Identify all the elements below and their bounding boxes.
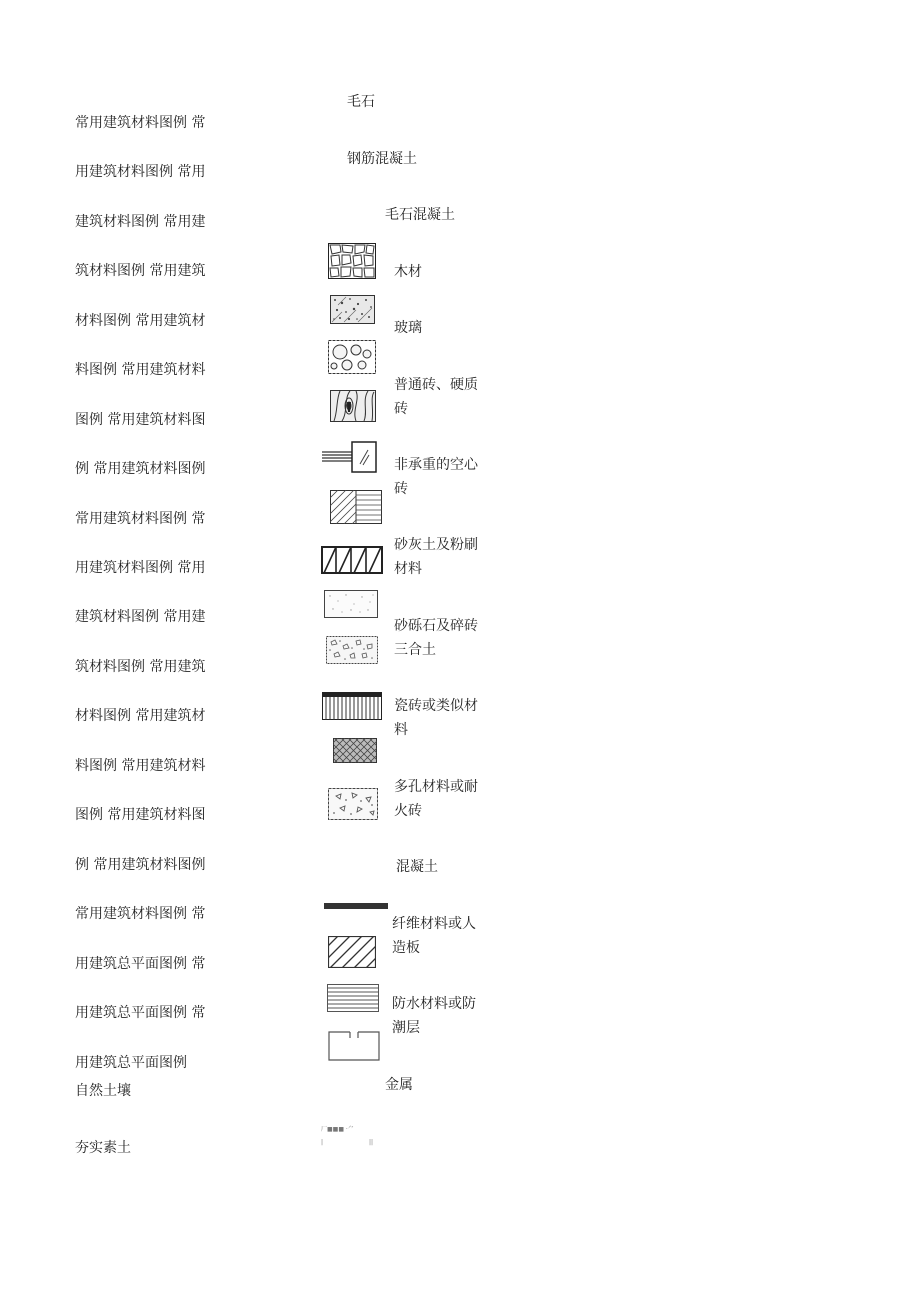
left-line-10: 用建筑材料图例 常用 xyxy=(75,560,206,576)
diagonal-hatch-pattern-icon xyxy=(328,936,376,968)
tile-label: 瓷砖或类似材料 xyxy=(394,698,478,738)
left-line-12: 筑材料图例 常用建筑 xyxy=(75,659,206,675)
waterproof-layer-bar-icon xyxy=(324,902,388,910)
tile-vertical-lines-pattern-icon xyxy=(322,692,382,720)
left-line-8: 例 常用建筑材料图例 xyxy=(75,461,206,477)
left-line-1: 常用建筑材料图例 常 xyxy=(75,115,206,131)
crosshatch-pattern-icon xyxy=(333,738,377,763)
left-line-4: 筑材料图例 常用建筑 xyxy=(75,263,206,279)
concrete-label: 混凝土 xyxy=(396,859,438,875)
concrete-aggregate-pattern-icon xyxy=(328,788,378,820)
fiber-label: 纤维材料或人造板 xyxy=(392,916,476,956)
left-line-18: 用建筑总平面图例 常 xyxy=(75,956,206,972)
left-line-15: 图例 常用建筑材料图 xyxy=(75,807,206,823)
glass-pane-symbol-icon xyxy=(322,440,378,474)
rammed-soil-label: 夯实素土 xyxy=(75,1140,131,1156)
gravel-label: 砂砾石及碎砖三合土 xyxy=(394,618,478,658)
left-line-13: 材料图例 常用建筑材 xyxy=(75,708,206,724)
fragment-line-1: 厂■■■ ·⺈ xyxy=(321,1126,354,1133)
reinforced-concrete-label: 钢筋混凝土 xyxy=(347,151,417,167)
porous-label: 多孔材料或耐火砖 xyxy=(394,779,478,819)
horizontal-lines-pattern-icon xyxy=(327,984,379,1012)
left-line-6: 料图例 常用建筑材料 xyxy=(75,362,206,378)
rubble-concrete-pattern-icon xyxy=(328,340,376,374)
natural-soil-label: 自然土壤 xyxy=(75,1083,131,1099)
rubble-pattern-icon xyxy=(328,243,376,279)
open-frame-symbol-icon xyxy=(328,1030,380,1062)
wood-label: 木材 xyxy=(394,264,422,280)
glass-label: 玻璃 xyxy=(394,320,422,336)
fragment-line-2-right: || xyxy=(369,1139,374,1146)
left-line-2: 用建筑材料图例 常用 xyxy=(75,164,206,180)
left-line-3: 建筑材料图例 常用建 xyxy=(75,214,206,230)
left-line-16: 例 常用建筑材料图例 xyxy=(75,857,206,873)
left-line-17: 常用建筑材料图例 常 xyxy=(75,906,206,922)
common-brick-label: 普通砖、硬质砖 xyxy=(394,377,478,417)
left-line-11: 建筑材料图例 常用建 xyxy=(75,609,206,625)
left-line-14: 料图例 常用建筑材料 xyxy=(75,758,206,774)
fragment-line-2-left: | xyxy=(321,1139,324,1146)
left-line-20: 用建筑总平面图例 xyxy=(75,1055,187,1071)
brick-hatch-pattern-icon xyxy=(330,490,382,524)
waterproof-label: 防水材料或防潮层 xyxy=(392,996,476,1036)
left-line-19: 用建筑总平面图例 常 xyxy=(75,1005,206,1021)
left-line-7: 图例 常用建筑材料图 xyxy=(75,412,206,428)
metal-label: 金属 xyxy=(385,1077,413,1093)
wood-grain-pattern-icon xyxy=(330,390,376,422)
left-line-5: 材料图例 常用建筑材 xyxy=(75,313,206,329)
mortar-label: 砂灰土及粉刷材料 xyxy=(394,537,478,577)
left-line-9: 常用建筑材料图例 常 xyxy=(75,511,206,527)
concrete-speckle-pattern-icon xyxy=(330,295,375,324)
triangle-truss-pattern-icon xyxy=(321,546,383,574)
rubble-concrete-label: 毛石混凝土 xyxy=(385,207,455,223)
gravel-pattern-icon xyxy=(326,636,378,664)
rubble-label: 毛石 xyxy=(347,94,375,110)
hollow-brick-label: 非承重的空心砖 xyxy=(394,457,478,497)
sand-dots-pattern-icon xyxy=(324,590,378,618)
